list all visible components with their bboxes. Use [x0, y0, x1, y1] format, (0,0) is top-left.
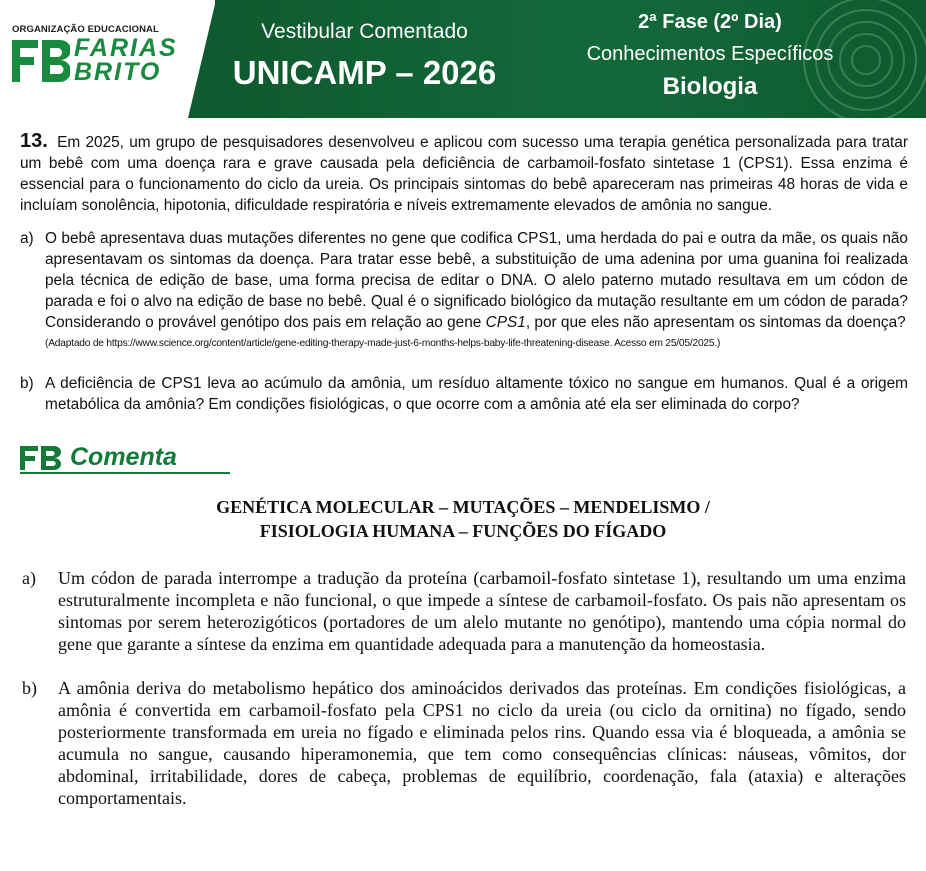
header-subtitle: Vestibular Comentado [261, 20, 468, 43]
answer-item-b [22, 677, 906, 809]
answer-topic-line1: GENÉTICA MOLECULAR – MUTAÇÕES – MENDELISMO / [216, 497, 710, 517]
question-intro-text: Em 2025, um grupo de pesquisadores desenvolveu e aplicou com sucesso uma terapia genética personalizada para tratar um bebê com uma doença rara e grave causada pela deficiência de carbamoil-fosfato sintetase 1 (CPS1). Essa enzima é essencial para o funcionamento do ciclo da ureia. Os principais sintomas do bebê apareceram nas primeiras 48 horas de vida e incluíam sonolência, hipotonia, dificuldade respiratória e níveis extremamente elevados de amônia no sangue. [20, 134, 908, 214]
answer-item-b-text: A amônia deriva do metabolismo hepático dos aminoácidos derivados das proteínas. Em condições fisiológicas, a amônia é convertida em carbamoil-fosfato pela CPS1 no ciclo da ureia (ou ciclo da ornitina) no fígado, sendo posteriormente transformada em ureia no fígado e eliminada pelos rins. Quando essa via é bloqueada, a amônia se acumula no sangue, causando hiperamonemia, que tem como consequências clínicas: náuseas, vômitos, dor abdominal, irritabilidade, dores de cabeça, problemas de equilíbrio, coordenação, fala (ataxia) e alterações comportamentais. [58, 678, 906, 808]
question-gene-name: CPS1 [485, 314, 526, 331]
comenta-label: Comenta [70, 443, 177, 471]
header-title: UNICAMP – 2026 [232, 54, 497, 91]
question-intro [20, 131, 908, 216]
question-number: 13. [20, 130, 48, 152]
question-item-a-text: O bebê apresentava duas mutações diferentes no gene que codifica CPS1, uma herdada do pai e outra da mãe, os quais não apresentavam os sintomas da doença. Para tratar esse bebê, a substituição de uma adenina por uma guanina foi realizada pela técnica de edição de base, uma forma precisa de editar o DNA. O alelo paterno mutado resultava em um códon de parada e foi o alvo na edição de base no bebê. Qual é o significado biológico da mutação resultante em um códon de parada? Considerando o provável genótipo dos pais em relação ao gene [45, 230, 908, 331]
answer-block [22, 567, 906, 809]
question-item-b [20, 373, 908, 415]
logo-brand-line2: BRITO [74, 58, 162, 86]
question-block [20, 131, 908, 415]
question-item-a [20, 228, 908, 352]
logo-org-label: ORGANIZAÇÃO EDUCACIONAL [12, 24, 159, 35]
answer-item-a [22, 567, 906, 655]
logo-brand-line1: FARIAS [74, 34, 178, 62]
header-phase: 2ª Fase (2º Dia) [638, 11, 782, 33]
farias-brito-logo [12, 22, 202, 94]
answer-item-b-letter: b) [22, 678, 37, 698]
answer-topic-line2: FISIOLOGIA HUMANA – FUNÇÕES DO FÍGADO [259, 521, 667, 541]
comenta-underline [20, 472, 230, 474]
question-source-citation: (Adaptado de https://www.science.org/content/article/gene-editing-therapy-made-just-6-months-helps-baby-life-threatening-disease. Acesso em 25/05/2025.) [45, 338, 721, 349]
comenta-heading [20, 443, 230, 475]
header-subject: Biologia [662, 73, 758, 100]
page-header [0, 0, 926, 118]
question-item-b-text: A deficiência de CPS1 leva ao acúmulo da amônia, um resíduo altamente tóxico no sangue em humanos. Qual é a origem metabólica da amônia? Em condições fisiológicas, o que ocorre com a amônia até ela ser eliminada do corpo? [45, 375, 908, 413]
fb-comenta-icon [20, 445, 64, 471]
question-item-a-text-end: , por que eles não apresentam os sintomas da doença? [525, 314, 906, 331]
answer-item-a-text: Um códon de parada interrompe a tradução da proteína (carbamoil-fosfato sintetase 1), resultando um uma enzima estruturalmente incompleta e não funcional, o que impede a síntese de carbamoil-fosfato. Os pais não apresentam os sintomas por serem heterozigóticos (portadores de um alelo mutante no genótipo), mantendo uma cópia normal do gene que garante a síntese da enzima em quantidade adequada para a manutenção da homeostasia. [58, 568, 906, 654]
header-area: Conhecimentos Específicos [586, 43, 834, 65]
fb-logo-icon [12, 38, 70, 84]
answer-topic [40, 495, 886, 543]
question-item-a-letter: a) [20, 230, 34, 247]
question-item-b-letter: b) [20, 375, 34, 392]
answer-item-a-letter: a) [22, 568, 36, 588]
